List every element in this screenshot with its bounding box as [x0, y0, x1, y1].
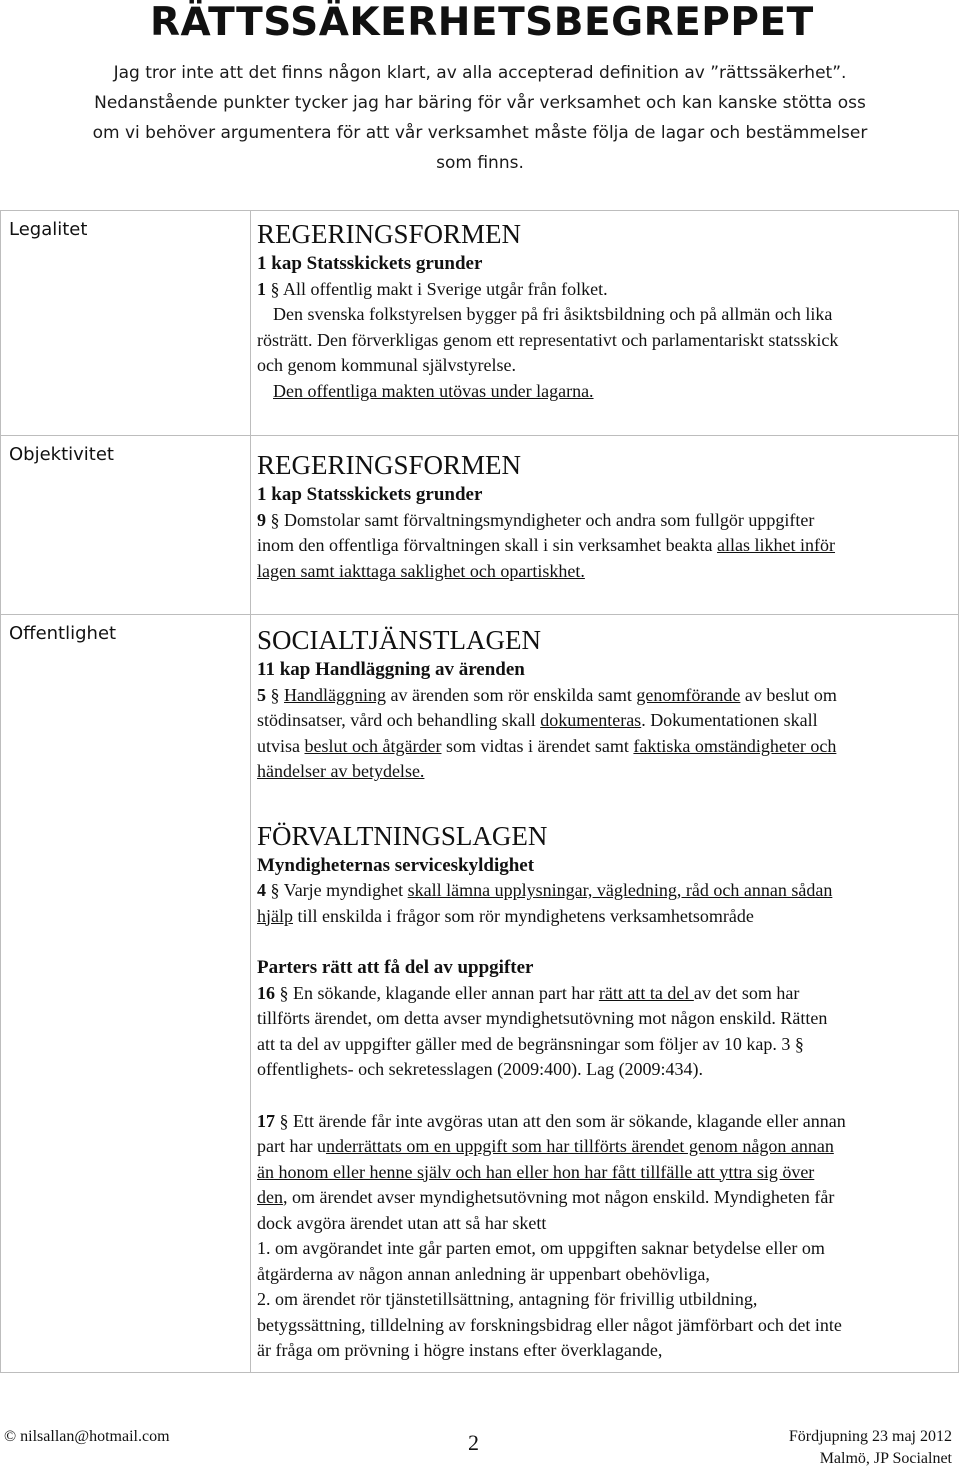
text-line: åtgärderna av någon annan anledning är uppenbart obehövliga, [257, 1263, 710, 1284]
underlined-text: allas likhet inför [717, 535, 836, 555]
text: , om ärendet avser myndighetsutövning mot någon enskild. Myndigheten får [283, 1187, 835, 1207]
chapter-heading: 11 kap Handläggning av ärenden [257, 659, 525, 680]
text: utvisa [257, 735, 305, 756]
intro-line: som finns. [436, 153, 524, 173]
underlined-text: skall lämna upplysningar, vägledning, råd och annan sådan [407, 880, 833, 900]
row-label: Legalitet [1, 211, 251, 436]
paragraph [257, 508, 946, 534]
text-line [257, 533, 946, 559]
text: Ett ärende får inte avgöras utan att den som är sökande, klagande eller annan [293, 1110, 846, 1131]
paragraph [257, 277, 946, 303]
paragraph-number: 1 [257, 278, 266, 299]
text-line: offentlighets- och sekretesslagen (2009:400). Lag (2009:434). [257, 1059, 704, 1079]
footer-location: Malmö, JP Socialnet [819, 1450, 952, 1467]
underlined-text: rätt att ta del [598, 982, 694, 1003]
text: All offentlig makt i Sverige utgår från folket. [283, 278, 608, 299]
section-sign: § [270, 684, 280, 705]
text-line: lagen samt iakttaga saklighet och opartiskhet. [257, 560, 585, 581]
paragraph [257, 878, 946, 904]
intro-line: Jag tror inte att det finns någon klart, av alla accepterad definition av ”rättssäkerhet”. [113, 63, 847, 83]
text-line: 2. om ärendet rör tjänstetillsättning, antagning för frivillig utbildning, [257, 1289, 758, 1309]
row-content [251, 211, 959, 436]
text: Domstolar samt förvaltningsmyndigheter och andra som fullgör uppgifter [284, 509, 815, 530]
text: Varje myndighet [283, 880, 408, 900]
footer-date: Fördjupning 23 maj 2012 [788, 1428, 952, 1445]
section-heading: Myndigheternas serviceskyldighet [257, 854, 535, 876]
intro-line: Nedanstående punkter tycker jag har bäring för vår verksamhet och kan kanske stötta oss [94, 93, 866, 113]
text-line [257, 708, 946, 734]
law-title: REGERINGSFORMEN [257, 219, 522, 249]
text: som vidtas i ärendet samt [441, 735, 634, 756]
law-title: FÖRVALTNINGSLAGEN [257, 820, 548, 851]
section-sign: § [279, 1110, 289, 1131]
text: av det som har [693, 982, 800, 1003]
text: part har u [257, 1136, 326, 1156]
paragraph-number: 4 [257, 880, 266, 900]
text-line: dock avgöra ärendet utan att så har skett [257, 1212, 547, 1233]
paragraph-number: 17 [257, 1110, 275, 1131]
paragraph-number: 5 [257, 684, 266, 705]
text-line [257, 1032, 946, 1058]
row-label: Offentlighet [1, 615, 251, 1373]
section-sign: § [270, 278, 280, 299]
intro-line: om vi behöver argumentera för att vår verksamhet måste följa de lagar och bestämmelser [92, 123, 868, 143]
text-line: rösträtt. Den förverkligas genom ett representativt och parlamentariskt statsskick [257, 329, 839, 350]
row-content [251, 436, 959, 615]
text-line [257, 904, 946, 930]
underlined-text: dokumenteras [540, 710, 642, 730]
paragraph [257, 1109, 946, 1135]
underlined-text: hjälp [257, 905, 293, 926]
section-sign: § [270, 509, 280, 530]
section-heading: Parters rätt att få del av uppgifter [257, 957, 534, 978]
chapter-heading: 1 kap Statsskickets grunder [257, 253, 483, 274]
text-line [257, 734, 946, 760]
text: stödinsatser, vård och behandling skall [257, 710, 541, 730]
underlined-text: Handläggning [284, 684, 386, 705]
text-line: tillförts ärendet, om detta avser myndighetsutövning mot någon enskild. Rätten [257, 1008, 828, 1028]
text: inom den offentliga förvaltningen skall i sin verksamhet beakta [257, 535, 718, 555]
footer-info [789, 1426, 952, 1470]
text-line: än honom eller henne själv och han eller hon har fått tillfälle att yttra sig över [257, 1161, 815, 1182]
row-label: Objektivitet [1, 436, 251, 615]
paragraph-number: 9 [257, 509, 266, 530]
underlined-text: beslut och åtgärder [304, 735, 442, 756]
table-row-offentlighet [1, 615, 959, 1373]
text: En sökande, klagande eller annan part har [293, 982, 599, 1003]
text-line: och genom kommunal självstyrelse. [257, 355, 516, 375]
law-title: SOCIALTJÄNSTLAGEN [257, 625, 542, 655]
text: . Dokumentationen skall [641, 710, 818, 730]
underlined-text: nderrättats om en uppgift som har tillförts ärendet genom någon annan [325, 1136, 834, 1156]
paragraph [257, 683, 946, 709]
paragraph-number: 16 [257, 982, 275, 1003]
intro-paragraph [10, 58, 950, 178]
underlined-text: genomförande [636, 684, 741, 705]
table-row-legalitet [1, 211, 959, 436]
section-sign: § [794, 1033, 804, 1054]
page-number: 2 [468, 1430, 479, 1455]
section-sign: § [279, 982, 289, 1003]
page-title: RÄTTSSÄKERHETSBEGREPPET [150, 0, 814, 45]
text: till enskilda i frågor som rör myndighetens verksamhetsområde [293, 905, 754, 926]
underlined-text: faktiska omständigheter och [633, 735, 837, 756]
text-line [257, 1134, 946, 1160]
text-line: är fråga om prövning i högre instans efter överklagande, [257, 1340, 663, 1360]
row-content [251, 615, 959, 1373]
paragraph [257, 981, 946, 1007]
principles-table [0, 210, 959, 1373]
text-line: 1. om avgörandet inte går parten emot, om uppgiften saknar betydelse eller om [257, 1238, 825, 1258]
chapter-heading: 1 kap Statsskickets grunder [257, 484, 483, 505]
table-row-objektivitet [1, 436, 959, 615]
law-title: REGERINGSFORMEN [257, 450, 522, 480]
footer-email: © nilsallan@hotmail.com [4, 1428, 170, 1445]
text-line: Den svenska folkstyrelsen bygger på fri åsiktsbildning och på allmän och lika [273, 304, 833, 324]
text: av beslut om [740, 684, 837, 705]
text-line: betygssättning, tilldelning av forskningsbidrag eller något jämförbart och det inte [257, 1314, 842, 1335]
text-line [257, 1185, 946, 1211]
section-sign: § [270, 880, 280, 900]
text-line: Den offentliga makten utövas under lagarna. [273, 380, 594, 401]
text: att ta del av uppgifter gäller med de begränsningar som följer av 10 kap. 3 [257, 1033, 791, 1054]
underlined-text: den [257, 1187, 283, 1207]
text: av ärenden som rör enskilda samt [385, 684, 637, 705]
text-line: händelser av betydelse. [257, 761, 425, 781]
